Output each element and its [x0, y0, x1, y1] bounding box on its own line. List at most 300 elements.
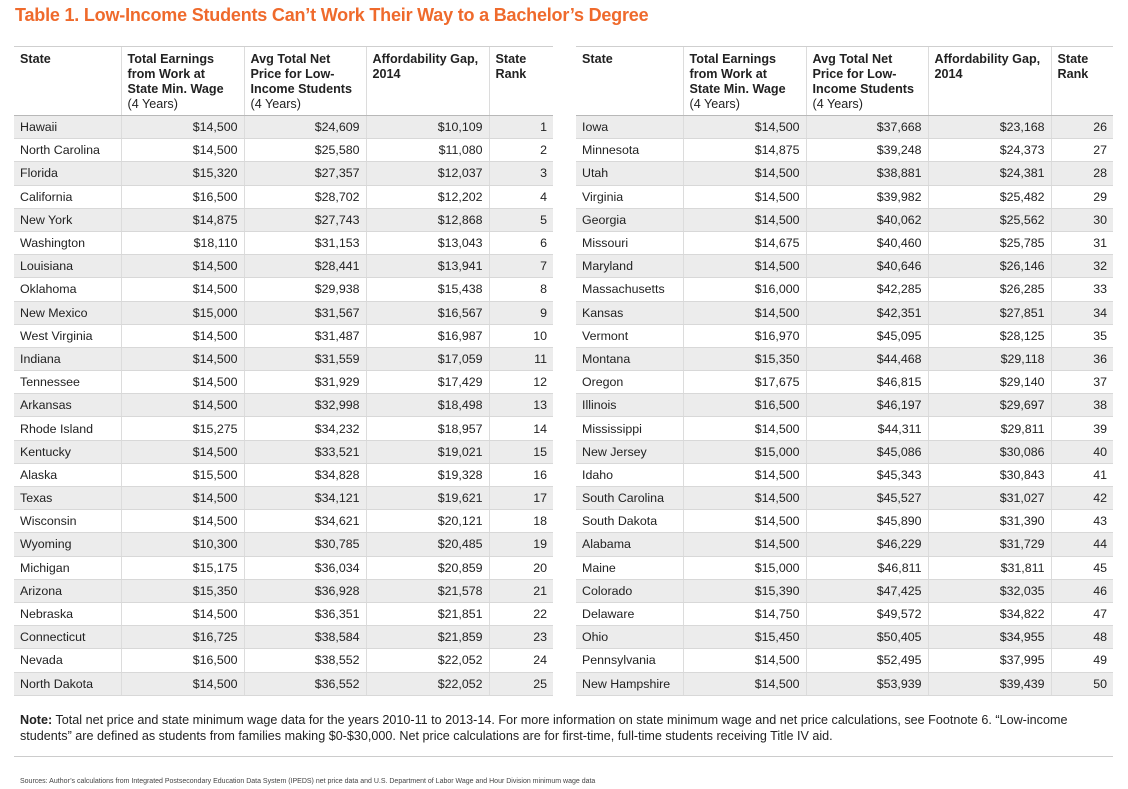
min-wage-earnings: $14,500	[121, 602, 244, 625]
min-wage-earnings: $14,500	[683, 533, 806, 556]
state-name: Kansas	[576, 301, 683, 324]
affordability-gap: $31,729	[928, 533, 1051, 556]
table-title: Table 1. Low-Income Students Can’t Work Their Way to a Bachelor’s Degree	[15, 5, 649, 25]
affordability-gap: $30,843	[928, 463, 1051, 486]
min-wage-earnings: $14,500	[121, 278, 244, 301]
min-wage-earnings: $14,875	[121, 208, 244, 231]
min-wage-earnings: $14,500	[121, 510, 244, 533]
state-name: Maryland	[576, 255, 683, 278]
min-wage-earnings: $14,500	[121, 371, 244, 394]
table-row	[576, 510, 1113, 533]
state-name: Rhode Island	[14, 417, 121, 440]
table-row	[576, 626, 1113, 649]
affordability-gap: $15,438	[366, 278, 489, 301]
affordability-gap: $22,052	[366, 649, 489, 672]
state-rank: 32	[1051, 255, 1113, 278]
affordability-table-right	[576, 46, 1113, 696]
state-name: Ohio	[576, 626, 683, 649]
state-name: Oklahoma	[14, 278, 121, 301]
affordability-gap: $26,146	[928, 255, 1051, 278]
min-wage-earnings: $14,500	[121, 487, 244, 510]
state-rank: 38	[1051, 394, 1113, 417]
state-rank: 36	[1051, 347, 1113, 370]
min-wage-earnings: $14,500	[121, 394, 244, 417]
affordability-gap: $21,578	[366, 579, 489, 602]
column-header-label: Affordability Gap, 2014	[372, 52, 479, 81]
table-row	[576, 208, 1113, 231]
min-wage-earnings: $14,500	[121, 255, 244, 278]
state-name: Pennsylvania	[576, 649, 683, 672]
affordability-gap: $31,390	[928, 510, 1051, 533]
net-price: $31,559	[244, 347, 366, 370]
state-rank: 2	[489, 139, 553, 162]
min-wage-earnings: $14,875	[683, 139, 806, 162]
state-name: Arizona	[14, 579, 121, 602]
net-price: $38,881	[806, 162, 928, 185]
column-header	[489, 47, 553, 116]
min-wage-earnings: $15,000	[683, 440, 806, 463]
net-price: $36,552	[244, 672, 366, 695]
state-rank: 5	[489, 208, 553, 231]
affordability-gap: $24,381	[928, 162, 1051, 185]
affordability-gap: $29,118	[928, 347, 1051, 370]
state-rank: 34	[1051, 301, 1113, 324]
table-row	[14, 487, 553, 510]
net-price: $44,468	[806, 347, 928, 370]
state-rank: 47	[1051, 602, 1113, 625]
affordability-gap: $20,121	[366, 510, 489, 533]
column-header	[14, 47, 121, 116]
state-name: West Virginia	[14, 324, 121, 347]
table-row	[14, 208, 553, 231]
state-rank: 49	[1051, 649, 1113, 672]
state-rank: 43	[1051, 510, 1113, 533]
net-price: $29,938	[244, 278, 366, 301]
table-row	[14, 116, 553, 139]
net-price: $36,351	[244, 602, 366, 625]
state-rank: 16	[489, 463, 553, 486]
affordability-gap: $29,140	[928, 371, 1051, 394]
net-price: $46,197	[806, 394, 928, 417]
net-price: $40,062	[806, 208, 928, 231]
net-price: $46,815	[806, 371, 928, 394]
min-wage-earnings: $16,725	[121, 626, 244, 649]
affordability-gap: $17,429	[366, 371, 489, 394]
min-wage-earnings: $17,675	[683, 371, 806, 394]
table-row	[576, 417, 1113, 440]
net-price: $24,609	[244, 116, 366, 139]
table-row	[14, 417, 553, 440]
min-wage-earnings: $16,970	[683, 324, 806, 347]
net-price: $31,929	[244, 371, 366, 394]
table-row	[576, 185, 1113, 208]
min-wage-earnings: $14,500	[683, 162, 806, 185]
min-wage-earnings: $18,110	[121, 231, 244, 254]
state-rank: 12	[489, 371, 553, 394]
min-wage-earnings: $14,500	[121, 116, 244, 139]
net-price: $31,487	[244, 324, 366, 347]
affordability-gap: $19,621	[366, 487, 489, 510]
net-price: $42,351	[806, 301, 928, 324]
state-name: Alaska	[14, 463, 121, 486]
state-name: California	[14, 185, 121, 208]
column-header-label: Affordability Gap, 2014	[934, 52, 1041, 81]
net-price: $45,890	[806, 510, 928, 533]
net-price: $40,460	[806, 231, 928, 254]
state-rank: 45	[1051, 556, 1113, 579]
net-price: $36,034	[244, 556, 366, 579]
table-row	[576, 139, 1113, 162]
state-name: Georgia	[576, 208, 683, 231]
table-row	[14, 533, 553, 556]
state-rank: 41	[1051, 463, 1113, 486]
min-wage-earnings: $14,500	[683, 649, 806, 672]
net-price: $31,153	[244, 231, 366, 254]
column-header	[1051, 47, 1113, 116]
net-price: $49,572	[806, 602, 928, 625]
state-name: Alabama	[576, 533, 683, 556]
affordability-gap: $19,021	[366, 440, 489, 463]
affordability-gap: $30,086	[928, 440, 1051, 463]
table-row	[576, 255, 1113, 278]
net-price: $40,646	[806, 255, 928, 278]
state-name: Washington	[14, 231, 121, 254]
state-name: Texas	[14, 487, 121, 510]
table-row	[576, 579, 1113, 602]
min-wage-earnings: $15,450	[683, 626, 806, 649]
min-wage-earnings: $15,320	[121, 162, 244, 185]
net-price: $38,584	[244, 626, 366, 649]
net-price: $25,580	[244, 139, 366, 162]
table-row	[576, 162, 1113, 185]
table-row	[14, 463, 553, 486]
affordability-gap: $19,328	[366, 463, 489, 486]
state-name: Hawaii	[14, 116, 121, 139]
state-name: South Dakota	[576, 510, 683, 533]
table-row	[576, 278, 1113, 301]
affordability-gap: $31,027	[928, 487, 1051, 510]
net-price: $34,232	[244, 417, 366, 440]
table-body-right	[576, 116, 1113, 696]
note-text: Total net price and state minimum wage data for the years 2010-11 to 2013-14. For more information on state minimum wage and net price calculations, see Footnote 6. “Low-income students” are defined as students from families making $0-$30,000. Net price calculations are for first-time, full-time students receiving Title IV aid.	[20, 713, 1068, 743]
state-rank: 3	[489, 162, 553, 185]
state-rank: 44	[1051, 533, 1113, 556]
min-wage-earnings: $14,500	[683, 417, 806, 440]
column-header-label: Total Earnings from Work at State Min. Wage	[127, 52, 224, 96]
net-price: $28,702	[244, 185, 366, 208]
affordability-gap: $24,373	[928, 139, 1051, 162]
state-name: North Carolina	[14, 139, 121, 162]
table-row	[14, 162, 553, 185]
affordability-gap: $20,485	[366, 533, 489, 556]
state-name: Mississippi	[576, 417, 683, 440]
state-rank: 37	[1051, 371, 1113, 394]
table-row	[576, 602, 1113, 625]
net-price: $34,621	[244, 510, 366, 533]
sources-line: Sources: Author’s calculations from Integrated Postsecondary Education Data System (IPEDS) net price data and U.S. Department of Labor Wage and Hour Division minimum wage data	[20, 778, 596, 785]
net-price: $45,343	[806, 463, 928, 486]
state-rank: 28	[1051, 162, 1113, 185]
affordability-gap: $28,125	[928, 324, 1051, 347]
state-name: Louisiana	[14, 255, 121, 278]
net-price: $47,425	[806, 579, 928, 602]
affordability-gap: $13,941	[366, 255, 489, 278]
min-wage-earnings: $14,500	[121, 324, 244, 347]
net-price: $31,567	[244, 301, 366, 324]
state-name: Idaho	[576, 463, 683, 486]
state-rank: 1	[489, 116, 553, 139]
state-rank: 21	[489, 579, 553, 602]
min-wage-earnings: $15,175	[121, 556, 244, 579]
state-name: Colorado	[576, 579, 683, 602]
state-rank: 27	[1051, 139, 1113, 162]
min-wage-earnings: $14,500	[121, 347, 244, 370]
affordability-gap: $10,109	[366, 116, 489, 139]
min-wage-earnings: $14,500	[121, 139, 244, 162]
min-wage-earnings: $15,350	[121, 579, 244, 602]
column-header	[366, 47, 489, 116]
state-rank: 24	[489, 649, 553, 672]
net-price: $44,311	[806, 417, 928, 440]
state-rank: 50	[1051, 672, 1113, 695]
min-wage-earnings: $14,500	[683, 672, 806, 695]
table-row	[14, 139, 553, 162]
min-wage-earnings: $14,500	[683, 301, 806, 324]
state-rank: 6	[489, 231, 553, 254]
min-wage-earnings: $14,500	[683, 185, 806, 208]
affordability-gap: $32,035	[928, 579, 1051, 602]
column-header-sub: (4 Years)	[689, 97, 740, 111]
table-row	[576, 394, 1113, 417]
state-rank: 8	[489, 278, 553, 301]
state-rank: 13	[489, 394, 553, 417]
column-header-label: Avg Total Net Price for Low-Income Students	[250, 52, 352, 96]
net-price: $45,086	[806, 440, 928, 463]
table-row	[14, 301, 553, 324]
affordability-table-left	[14, 46, 553, 696]
table-body-left	[14, 116, 553, 696]
net-price: $33,521	[244, 440, 366, 463]
column-header-sub: (4 Years)	[127, 97, 178, 111]
table-row	[576, 301, 1113, 324]
column-header	[121, 47, 244, 116]
state-rank: 22	[489, 602, 553, 625]
column-header-label: Avg Total Net Price for Low-Income Students	[812, 52, 914, 96]
table-note	[20, 712, 1110, 744]
affordability-gap: $22,052	[366, 672, 489, 695]
affordability-gap: $18,957	[366, 417, 489, 440]
net-price: $32,998	[244, 394, 366, 417]
state-rank: 33	[1051, 278, 1113, 301]
state-name: Indiana	[14, 347, 121, 370]
state-name: Massachusetts	[576, 278, 683, 301]
state-name: Utah	[576, 162, 683, 185]
affordability-gap: $13,043	[366, 231, 489, 254]
state-rank: 40	[1051, 440, 1113, 463]
table-row	[576, 556, 1113, 579]
table-row	[14, 579, 553, 602]
column-header	[928, 47, 1051, 116]
min-wage-earnings: $15,000	[121, 301, 244, 324]
affordability-gap: $16,567	[366, 301, 489, 324]
state-name: Wyoming	[14, 533, 121, 556]
table-header-row	[14, 47, 553, 116]
net-price: $36,928	[244, 579, 366, 602]
min-wage-earnings: $15,390	[683, 579, 806, 602]
state-name: Arkansas	[14, 394, 121, 417]
state-rank: 18	[489, 510, 553, 533]
column-header	[683, 47, 806, 116]
table-row	[14, 672, 553, 695]
affordability-gap: $27,851	[928, 301, 1051, 324]
state-rank: 14	[489, 417, 553, 440]
affordability-gap: $12,868	[366, 208, 489, 231]
column-header	[806, 47, 928, 116]
net-price: $45,095	[806, 324, 928, 347]
column-header-label: State Rank	[495, 52, 527, 81]
divider	[14, 756, 1113, 757]
state-name: Illinois	[576, 394, 683, 417]
state-name: New Jersey	[576, 440, 683, 463]
net-price: $37,668	[806, 116, 928, 139]
state-name: Tennessee	[14, 371, 121, 394]
net-price: $39,248	[806, 139, 928, 162]
column-header-label: State	[582, 52, 613, 66]
affordability-gap: $11,080	[366, 139, 489, 162]
affordability-gap: $26,285	[928, 278, 1051, 301]
net-price: $34,828	[244, 463, 366, 486]
state-rank: 42	[1051, 487, 1113, 510]
state-name: Michigan	[14, 556, 121, 579]
state-rank: 29	[1051, 185, 1113, 208]
column-header-sub: (4 Years)	[812, 97, 863, 111]
state-rank: 11	[489, 347, 553, 370]
min-wage-earnings: $15,000	[683, 556, 806, 579]
state-name: South Carolina	[576, 487, 683, 510]
state-rank: 17	[489, 487, 553, 510]
table-row	[14, 602, 553, 625]
table-row	[14, 510, 553, 533]
column-header-label: State Rank	[1057, 52, 1089, 81]
table-row	[14, 371, 553, 394]
state-rank: 4	[489, 185, 553, 208]
table-row	[14, 255, 553, 278]
net-price: $46,229	[806, 533, 928, 556]
min-wage-earnings: $14,500	[683, 116, 806, 139]
state-name: Wisconsin	[14, 510, 121, 533]
state-name: Oregon	[576, 371, 683, 394]
affordability-gap: $12,037	[366, 162, 489, 185]
state-rank: 9	[489, 301, 553, 324]
table-row	[14, 231, 553, 254]
affordability-gap: $12,202	[366, 185, 489, 208]
table-row	[576, 463, 1113, 486]
table-row	[14, 556, 553, 579]
column-header-label: State	[20, 52, 51, 66]
min-wage-earnings: $14,500	[121, 440, 244, 463]
net-price: $52,495	[806, 649, 928, 672]
table-row	[576, 533, 1113, 556]
note-label: Note:	[20, 713, 53, 727]
table-row	[14, 440, 553, 463]
table-row	[576, 347, 1113, 370]
state-rank: 26	[1051, 116, 1113, 139]
affordability-gap: $25,562	[928, 208, 1051, 231]
affordability-gap: $23,168	[928, 116, 1051, 139]
affordability-gap: $25,482	[928, 185, 1051, 208]
column-header	[244, 47, 366, 116]
state-rank: 35	[1051, 324, 1113, 347]
min-wage-earnings: $16,500	[121, 185, 244, 208]
state-name: Maine	[576, 556, 683, 579]
state-name: Missouri	[576, 231, 683, 254]
state-rank: 39	[1051, 417, 1113, 440]
table-row	[576, 231, 1113, 254]
state-name: Connecticut	[14, 626, 121, 649]
state-name: Florida	[14, 162, 121, 185]
min-wage-earnings: $15,500	[121, 463, 244, 486]
state-name: North Dakota	[14, 672, 121, 695]
affordability-gap: $34,822	[928, 602, 1051, 625]
min-wage-earnings: $14,750	[683, 602, 806, 625]
affordability-gap: $16,987	[366, 324, 489, 347]
table-row	[576, 371, 1113, 394]
state-name: New Mexico	[14, 301, 121, 324]
state-name: Minnesota	[576, 139, 683, 162]
state-name: New York	[14, 208, 121, 231]
affordability-gap: $29,811	[928, 417, 1051, 440]
affordability-gap: $31,811	[928, 556, 1051, 579]
table-row	[576, 440, 1113, 463]
state-rank: 20	[489, 556, 553, 579]
column-header-sub: (4 Years)	[250, 97, 301, 111]
table-row	[14, 347, 553, 370]
net-price: $38,552	[244, 649, 366, 672]
min-wage-earnings: $10,300	[121, 533, 244, 556]
net-price: $42,285	[806, 278, 928, 301]
table-row	[14, 278, 553, 301]
affordability-gap: $39,439	[928, 672, 1051, 695]
min-wage-earnings: $14,500	[683, 208, 806, 231]
table-row	[14, 626, 553, 649]
table-row	[576, 649, 1113, 672]
state-rank: 10	[489, 324, 553, 347]
net-price: $46,811	[806, 556, 928, 579]
state-name: Montana	[576, 347, 683, 370]
state-rank: 30	[1051, 208, 1113, 231]
table-row	[14, 649, 553, 672]
state-rank: 46	[1051, 579, 1113, 602]
min-wage-earnings: $14,500	[683, 463, 806, 486]
state-name: Virginia	[576, 185, 683, 208]
table-row	[576, 116, 1113, 139]
state-name: New Hampshire	[576, 672, 683, 695]
net-price: $45,527	[806, 487, 928, 510]
affordability-gap: $25,785	[928, 231, 1051, 254]
table-row	[576, 487, 1113, 510]
min-wage-earnings: $16,500	[683, 394, 806, 417]
state-rank: 48	[1051, 626, 1113, 649]
min-wage-earnings: $14,500	[683, 510, 806, 533]
min-wage-earnings: $14,675	[683, 231, 806, 254]
affordability-gap: $34,955	[928, 626, 1051, 649]
column-header-label: Total Earnings from Work at State Min. Wage	[689, 52, 786, 96]
affordability-gap: $37,995	[928, 649, 1051, 672]
state-rank: 31	[1051, 231, 1113, 254]
table-row	[14, 324, 553, 347]
min-wage-earnings: $16,500	[121, 649, 244, 672]
table-row	[14, 185, 553, 208]
